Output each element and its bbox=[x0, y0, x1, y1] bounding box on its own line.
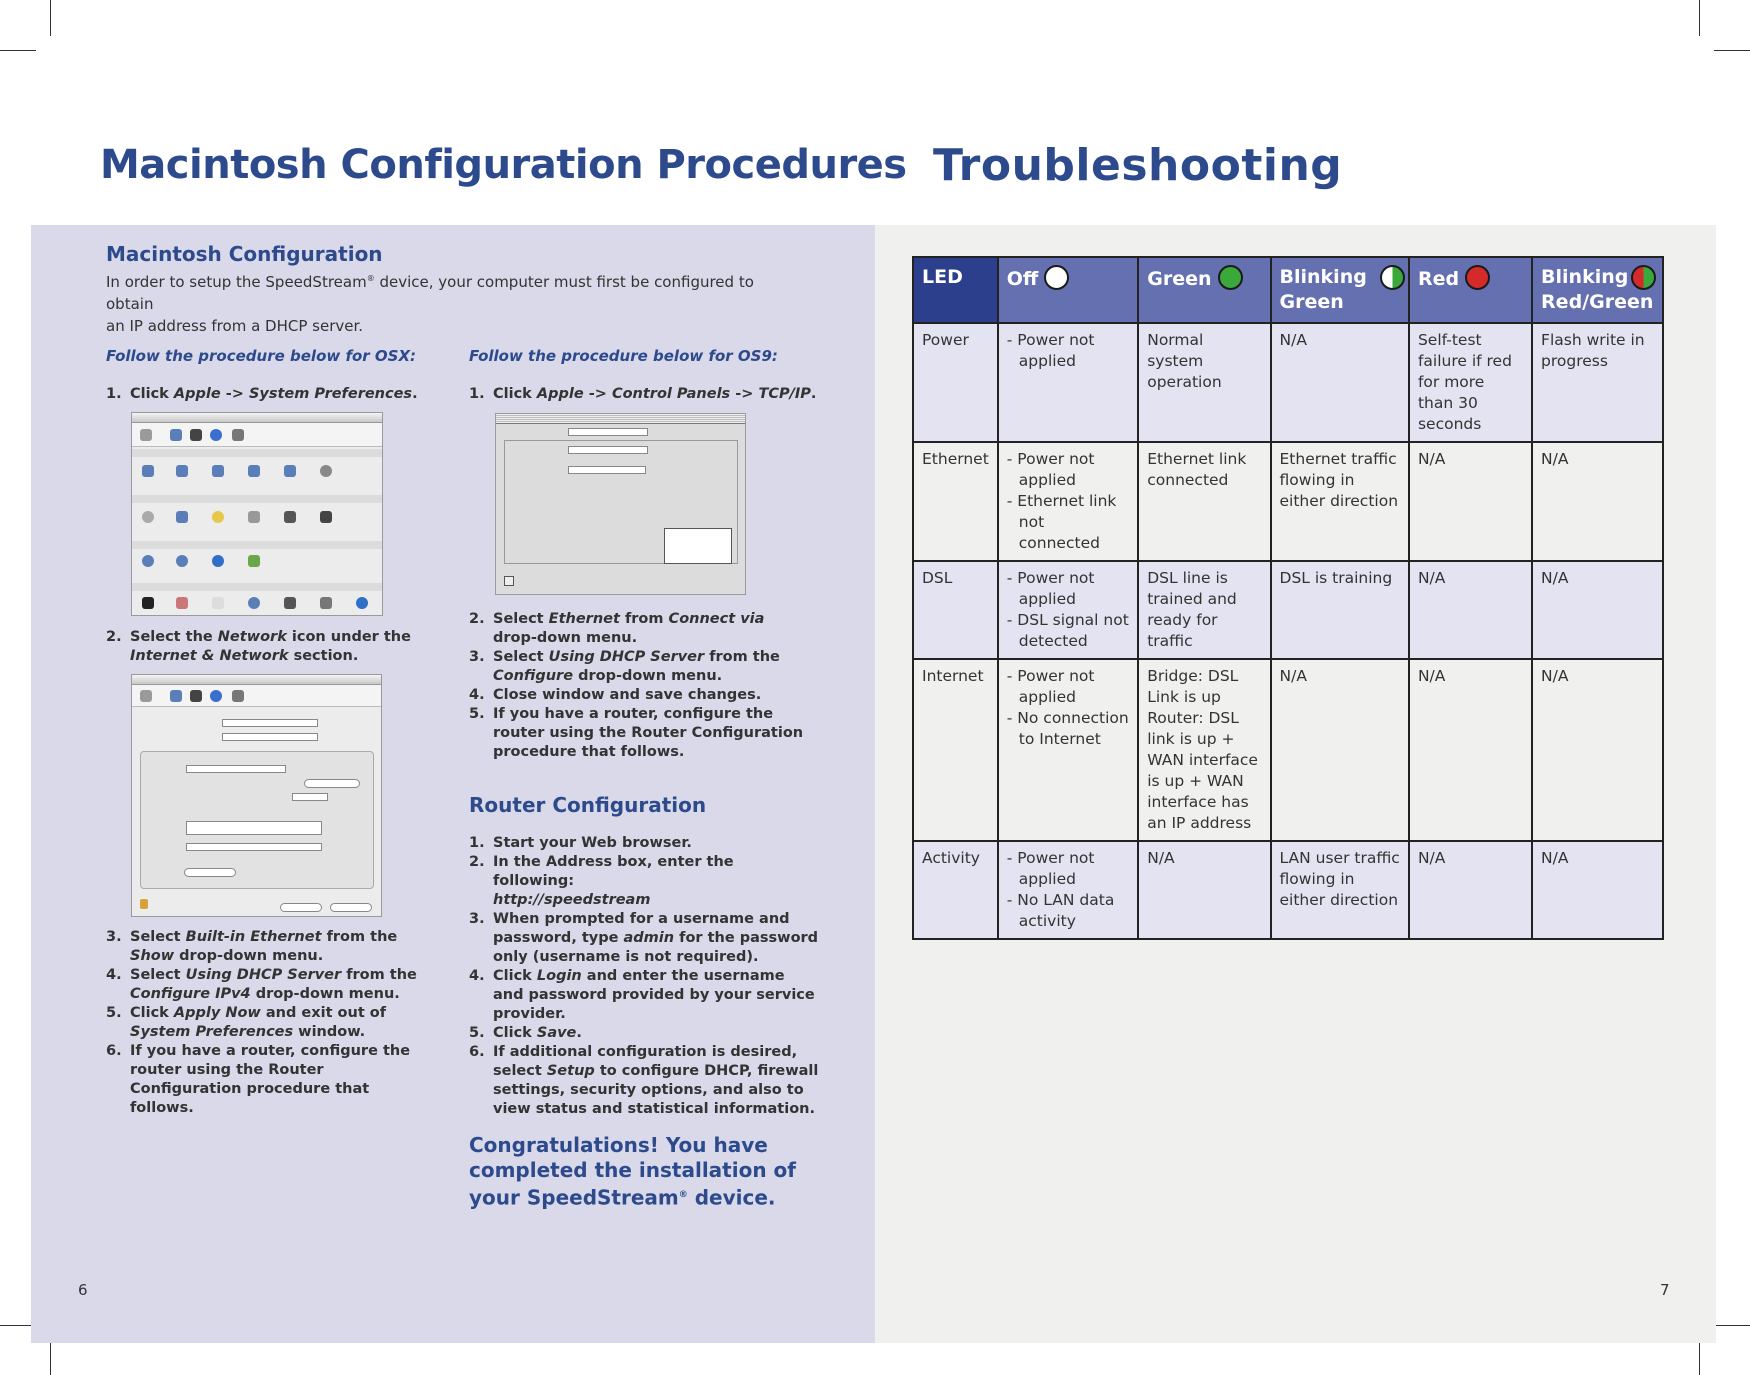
step-emphasis: Apple bbox=[173, 386, 221, 402]
os9-step-4 bbox=[469, 686, 819, 705]
step-emphasis: admin bbox=[623, 930, 675, 946]
step-emphasis: Ethernet bbox=[548, 611, 620, 627]
header-label: Off bbox=[1006, 268, 1039, 290]
table-row bbox=[913, 561, 1663, 659]
step-number: 3. bbox=[469, 649, 485, 665]
step-text: drop-down menu. bbox=[573, 668, 723, 684]
registered-mark: ® bbox=[366, 274, 375, 283]
os9-step-5 bbox=[469, 705, 819, 762]
off-condition: - DSL signal not detected bbox=[1006, 611, 1129, 650]
step-number: 6. bbox=[106, 1043, 122, 1059]
congrats-text-end: device. bbox=[687, 1185, 776, 1210]
cell-green: Ethernet link connected bbox=[1138, 442, 1270, 561]
off-condition: - Ethernet link not connected bbox=[1006, 492, 1117, 552]
header-label: LED bbox=[922, 266, 963, 288]
step-emphasis: Connect via bbox=[668, 611, 765, 627]
step-number: 2. bbox=[106, 629, 122, 645]
step-text: from the bbox=[341, 967, 417, 983]
step-number: 2. bbox=[469, 611, 485, 627]
router-step-5 bbox=[469, 1024, 819, 1043]
step-emphasis: Using DHCP Server bbox=[548, 649, 705, 665]
router-step-4 bbox=[469, 967, 819, 1024]
cell-red: N/A bbox=[1409, 561, 1532, 659]
step-text: section. bbox=[288, 648, 359, 664]
step-emphasis: Apply Now bbox=[173, 1005, 261, 1021]
step-number: 1. bbox=[106, 386, 122, 402]
cell-green: DSL line is trained and ready for traffic bbox=[1138, 561, 1270, 659]
step-number: 5. bbox=[106, 1005, 122, 1021]
off-condition: - Power not applied bbox=[1006, 667, 1095, 706]
osx-step-2 bbox=[106, 628, 436, 666]
step-text: . bbox=[810, 386, 817, 402]
step-text: from the bbox=[704, 649, 780, 665]
router-step-3 bbox=[469, 910, 819, 967]
step-text: Click bbox=[130, 386, 174, 402]
step-number: 2. bbox=[469, 854, 485, 870]
step-text: Select bbox=[130, 929, 186, 945]
cell-blinking-green: N/A bbox=[1271, 659, 1409, 841]
step-emphasis: Internet & Network bbox=[130, 648, 289, 664]
step-text: Close window and save changes. bbox=[493, 687, 762, 703]
os9-heading: Follow the procedure below for OS9: bbox=[469, 347, 778, 365]
header-green bbox=[1138, 257, 1270, 323]
cell-led-name: DSL bbox=[913, 561, 998, 659]
os9-step-3 bbox=[469, 648, 819, 686]
step-text: drop-down menu. bbox=[493, 630, 638, 646]
osx-step-6 bbox=[106, 1042, 436, 1118]
cell-off bbox=[998, 841, 1138, 939]
table-body bbox=[913, 323, 1663, 939]
step-text: When prompted for a username and password, type bbox=[493, 911, 790, 946]
cell-off bbox=[998, 561, 1138, 659]
step-text: Select bbox=[493, 611, 549, 627]
osx-steps-c bbox=[106, 928, 436, 1118]
table-row bbox=[913, 323, 1663, 442]
crop-mark bbox=[1699, 0, 1700, 36]
intro-line2: an IP address from a DHCP server. bbox=[106, 317, 364, 335]
led-troubleshooting-table bbox=[912, 256, 1664, 940]
off-condition: - No connection to Internet bbox=[1006, 709, 1129, 748]
header-label: Blinking Green bbox=[1279, 266, 1367, 313]
led-blinking-redgreen-icon bbox=[1631, 265, 1656, 290]
page-title-right: Troubleshooting bbox=[933, 140, 1343, 191]
step-number: 3. bbox=[469, 911, 485, 927]
osx-step-4 bbox=[106, 966, 436, 1004]
step-text: drop-down menu. bbox=[174, 948, 324, 964]
step-number: 4. bbox=[469, 968, 485, 984]
table-row bbox=[913, 659, 1663, 841]
step-text: -> bbox=[730, 386, 759, 402]
network-preferences-screenshot bbox=[131, 674, 382, 917]
step-text: Click bbox=[493, 386, 537, 402]
table-header-row bbox=[913, 257, 1663, 323]
header-blinking-redgreen bbox=[1532, 257, 1663, 323]
cell-red: N/A bbox=[1409, 659, 1532, 841]
osx-step-3 bbox=[106, 928, 436, 966]
step-emphasis: Configure bbox=[493, 668, 574, 684]
off-condition: - Power not applied bbox=[1006, 849, 1095, 888]
step-text: drop-down menu. bbox=[250, 986, 400, 1002]
table-row bbox=[913, 442, 1663, 561]
intro-line1-a: In order to setup the SpeedStream bbox=[106, 273, 367, 291]
cell-red: N/A bbox=[1409, 841, 1532, 939]
header-red bbox=[1409, 257, 1532, 323]
step-text: Click bbox=[130, 1005, 174, 1021]
page-number-left: 6 bbox=[78, 1281, 88, 1299]
system-preferences-screenshot bbox=[131, 412, 383, 616]
step-text: -> bbox=[583, 386, 612, 402]
step-emphasis: TCP/IP bbox=[758, 386, 811, 402]
led-red-icon bbox=[1465, 265, 1490, 290]
osx-step-5 bbox=[106, 1004, 436, 1042]
header-label: Red bbox=[1417, 268, 1460, 290]
step-text: window. bbox=[293, 1024, 366, 1040]
cell-blinking-redgreen: N/A bbox=[1532, 659, 1663, 841]
intro-line1-b: device, your computer must first be configured to obtain bbox=[106, 273, 754, 313]
step-emphasis: Login bbox=[536, 968, 582, 984]
step-text: Start your Web browser. bbox=[493, 835, 692, 851]
cell-led-name: Power bbox=[913, 323, 998, 442]
step-text: and exit out of bbox=[260, 1005, 387, 1021]
cell-green: N/A bbox=[1138, 841, 1270, 939]
step-text: -> bbox=[220, 386, 249, 402]
step-text: to configure DHCP, firewall settings, security options, and also to view status and statistical information. bbox=[493, 1063, 819, 1117]
osx-step-1 bbox=[106, 385, 426, 404]
cell-green: Normal system operation bbox=[1138, 323, 1270, 442]
off-condition: - Power not applied bbox=[1006, 450, 1095, 489]
router-steps bbox=[469, 834, 819, 1119]
step-text: If you have a router, configure the router using the Router Configuration procedure that follows. bbox=[130, 1043, 411, 1116]
os9-step-2 bbox=[469, 610, 819, 648]
step-number: 5. bbox=[469, 1025, 485, 1041]
page-number-right: 7 bbox=[1660, 1281, 1670, 1299]
osx-heading: Follow the procedure below for OSX: bbox=[106, 347, 417, 365]
step-number: 1. bbox=[469, 386, 485, 402]
osx-steps-b bbox=[106, 628, 436, 666]
section-title-macintosh: Macintosh Configuration bbox=[106, 242, 383, 266]
congrats-text: Congratulations! You have completed the installation of your SpeedStream bbox=[469, 1133, 796, 1210]
cell-blinking-green: N/A bbox=[1271, 323, 1409, 442]
step-text: Select bbox=[130, 967, 186, 983]
cell-led-name: Activity bbox=[913, 841, 998, 939]
header-off bbox=[998, 257, 1138, 323]
step-emphasis: System Preferences bbox=[248, 386, 413, 402]
step-emphasis: Apple bbox=[536, 386, 584, 402]
router-config-heading: Router Configuration bbox=[469, 793, 707, 817]
step-emphasis: Setup bbox=[546, 1063, 595, 1079]
header-blinking-green bbox=[1271, 257, 1409, 323]
crop-mark bbox=[50, 0, 51, 36]
step-number: 3. bbox=[106, 929, 122, 945]
cell-blinking-redgreen: N/A bbox=[1532, 442, 1663, 561]
os9-steps-b bbox=[469, 610, 819, 762]
step-number: 1. bbox=[469, 835, 485, 851]
cell-off bbox=[998, 323, 1138, 442]
cell-off bbox=[998, 442, 1138, 561]
step-text: Click bbox=[493, 1025, 537, 1041]
cell-led-name: Internet bbox=[913, 659, 998, 841]
crop-mark bbox=[1714, 50, 1750, 51]
led-off-icon bbox=[1044, 265, 1069, 290]
cell-red: N/A bbox=[1409, 442, 1532, 561]
cell-led-name: Ethernet bbox=[913, 442, 998, 561]
cell-blinking-redgreen: Flash write in progress bbox=[1532, 323, 1663, 442]
led-green-icon bbox=[1218, 265, 1243, 290]
off-condition: - Power not applied bbox=[1006, 569, 1095, 608]
step-emphasis: Show bbox=[130, 948, 175, 964]
crop-mark bbox=[1714, 1325, 1750, 1326]
step-text: Select the bbox=[130, 629, 218, 645]
os9-steps-a bbox=[469, 385, 819, 404]
cell-red: Self-test failure if red for more than 30 seconds bbox=[1409, 323, 1532, 442]
router-step-1 bbox=[469, 834, 819, 853]
osx-steps-a bbox=[106, 385, 426, 404]
step-number: 4. bbox=[469, 687, 485, 703]
crop-mark bbox=[50, 1339, 51, 1375]
intro-text bbox=[106, 268, 806, 337]
off-condition: - Power not applied bbox=[1006, 331, 1095, 370]
cell-blinking-green: LAN user traffic flowing in either direction bbox=[1271, 841, 1409, 939]
step-text: . bbox=[576, 1025, 582, 1041]
cell-blinking-redgreen: N/A bbox=[1532, 561, 1663, 659]
step-emphasis: Built-in Ethernet bbox=[185, 929, 322, 945]
tcpip-control-panel-screenshot bbox=[495, 413, 746, 595]
step-text: from the bbox=[321, 929, 398, 945]
crop-mark bbox=[1699, 1339, 1700, 1375]
step-number: 4. bbox=[106, 967, 122, 983]
registered-mark: ® bbox=[678, 1190, 688, 1200]
step-text: icon under the bbox=[286, 629, 411, 645]
router-step-6 bbox=[469, 1043, 819, 1119]
cell-blinking-redgreen: N/A bbox=[1532, 841, 1663, 939]
step-text: In the Address box, enter the following: bbox=[493, 854, 734, 889]
step-text: . bbox=[412, 386, 418, 402]
cell-green: Bridge: DSL Link is up Router: DSL link is up + WAN interface is up + WAN interface has an IP address bbox=[1138, 659, 1270, 841]
step-emphasis: Control Panels bbox=[611, 386, 731, 402]
header-label: Green bbox=[1147, 268, 1212, 290]
step-number: 6. bbox=[469, 1044, 485, 1060]
step-text: Select bbox=[493, 649, 549, 665]
step-text: from bbox=[619, 611, 669, 627]
step-emphasis: Configure IPv4 bbox=[130, 986, 251, 1002]
step-emphasis: Save bbox=[536, 1025, 577, 1041]
step-text: If additional configuration is desired, select bbox=[493, 1044, 798, 1079]
step-text: If you have a router, configure the router using the Router Configuration procedure that follows. bbox=[493, 706, 804, 760]
header-led bbox=[913, 257, 998, 323]
cell-blinking-green: Ethernet traffic flowing in either direction bbox=[1271, 442, 1409, 561]
step-text: for the password only (username is not required). bbox=[493, 930, 819, 965]
step-number: 5. bbox=[469, 706, 485, 722]
off-condition: - No LAN data activity bbox=[1006, 891, 1115, 930]
cell-off bbox=[998, 659, 1138, 841]
url-text: http://speedstream bbox=[493, 892, 651, 908]
cell-blinking-green: DSL is training bbox=[1271, 561, 1409, 659]
page-title-left: Macintosh Configuration Procedures bbox=[100, 142, 907, 188]
led-blinking-green-icon bbox=[1380, 265, 1405, 290]
router-step-2 bbox=[469, 853, 819, 910]
os9-step-1 bbox=[469, 385, 819, 404]
crop-mark bbox=[0, 50, 36, 51]
step-text: Click bbox=[493, 968, 537, 984]
step-emphasis: System Preferences bbox=[130, 1024, 294, 1040]
step-emphasis: Using DHCP Server bbox=[185, 967, 342, 983]
header-label: Blinking Red/Green bbox=[1541, 266, 1654, 313]
table-row bbox=[913, 841, 1663, 939]
congratulations-message bbox=[469, 1133, 809, 1211]
step-text: and enter the username and password provided by your service provider. bbox=[493, 968, 815, 1022]
step-emphasis: Network bbox=[217, 629, 287, 645]
